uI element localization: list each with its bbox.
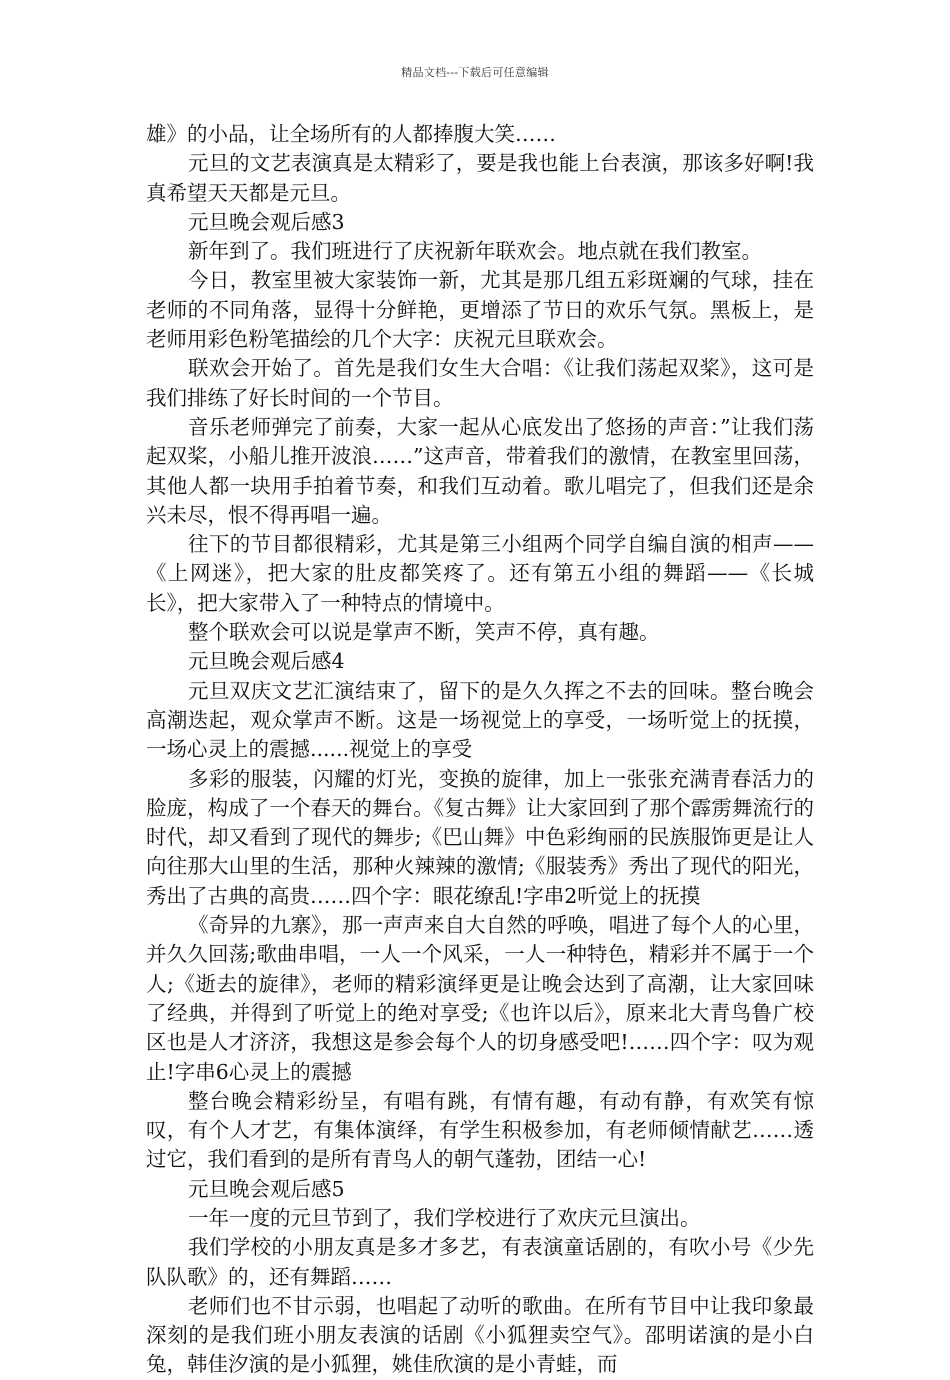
- paragraph: 《奇异的九寨》，那一声声来自大自然的呼唤，唱进了每个人的心里，并久久回荡;歌曲串唱，一人一个风采，一人一种特色，精彩并不属于一个人;《逝去的旋律》，老师的精彩演绎更是让晚会达到了高潮，让大家回味了经典，并得到了听觉上的绝对享受;《也许以后》，原来北大青鸟鲁广校区也是人才济济，我想这是参会每个人的切身感受吧!……四个字：叹为观止!字串6心灵上的震撼: [146, 913, 814, 1084]
- paragraph: 整台晚会精彩纷呈，有唱有跳，有情有趣，有动有静，有欢笑有惊叹，有个人才艺，有集体演绎，有学生积极参加，有老师倾情献艺……透过它，我们看到的是所有青鸟人的朝气蓬勃，团结一心!: [146, 1088, 814, 1172]
- paragraph: 多彩的服装，闪耀的灯光，变换的旋律，加上一张张充满青春活力的脸庞，构成了一个春天的舞台。《复古舞》让大家回到了那个霹雳舞流行的时代，却又看到了现代的舞步;《巴山舞》中色彩绚丽的民族服饰更是让人向往那大山里的生活，那种火辣辣的激情;《服装秀》秀出了现代的阳光，秀出了古典的高贵……四个字：眼花缭乱!字串2听觉上的抚摸: [146, 766, 814, 908]
- paragraph: 整个联欢会可以说是掌声不断，笑声不停，真有趣。: [188, 620, 660, 645]
- paragraph: 新年到了。我们班进行了庆祝新年联欢会。地点就在我们教室。: [188, 239, 762, 264]
- document-body: [146, 120, 814, 1380]
- paragraph-continuation: 雄》的小品，让全场所有的人都捧腹大笑……: [146, 122, 556, 146]
- paragraph: 音乐老师弹完了前奏，大家一起从心底发出了悠扬的声音：”让我们荡起双桨，小船儿推开波浪……”这声音，带着我们的激情，在教室里回荡，其他人都一块用手拍着节奏，和我们互动着。歌儿唱完了，但我们还是余兴未尽，恨不得再唱一遍。: [146, 414, 814, 527]
- paragraph: 一年一度的元旦节到了，我们学校进行了欢庆元旦演出。: [188, 1205, 701, 1230]
- paragraph: 元旦双庆文艺汇演结束了，留下的是久久挥之不去的回味。整台晚会高潮迭起，观众掌声不断。这是一场视觉上的享受，一场听觉上的抚摸，一场心灵上的震撼......视觉上的享受: [146, 678, 814, 762]
- paragraph: 往下的节目都很精彩，尤其是第三小组两个同学自编自演的相声——《上网迷》，把大家的肚皮都笑疼了。还有第五小组的舞蹈——《长城长》，把大家带入了一种特点的情境中。: [146, 532, 814, 615]
- section-heading: 元旦晚会观后感3: [188, 209, 345, 234]
- section-heading: 元旦晚会观后感5: [188, 1176, 345, 1201]
- page-header: 精品文档---下载后可任意编辑: [401, 66, 549, 79]
- paragraph: 我们学校的小朋友真是多才多艺，有表演童话剧的，有吹小号《少先队队歌》的，还有舞蹈……: [146, 1235, 814, 1289]
- paragraph: 今日，教室里被大家装饰一新，尤其是那几组五彩斑斓的气球，挂在老师的不同角落，显得十分鲜艳，更增添了节日的欢乐气氛。黑板上，是老师用彩色粉笔描绘的几个大字：庆祝元旦联欢会。: [146, 268, 814, 352]
- paragraph: 元旦的文艺表演真是太精彩了，要是我也能上台表演，那该多好啊!我真希望天天都是元旦。: [146, 151, 814, 205]
- paragraph: 联欢会开始了。首先是我们女生大合唱：《让我们荡起双桨》，这可是我们排练了好长时间的一个节目。: [146, 356, 814, 410]
- paragraph: 老师们也不甘示弱，也唱起了动听的歌曲。在所有节目中让我印象最深刻的是我们班小朋友表演的话剧《小狐狸卖空气》。邵明诺演的是小白兔，韩佳汐演的是小狐狸，姚佳欣演的是小青蛙，而: [146, 1293, 814, 1377]
- section-heading: 元旦晚会观后感4: [188, 649, 345, 674]
